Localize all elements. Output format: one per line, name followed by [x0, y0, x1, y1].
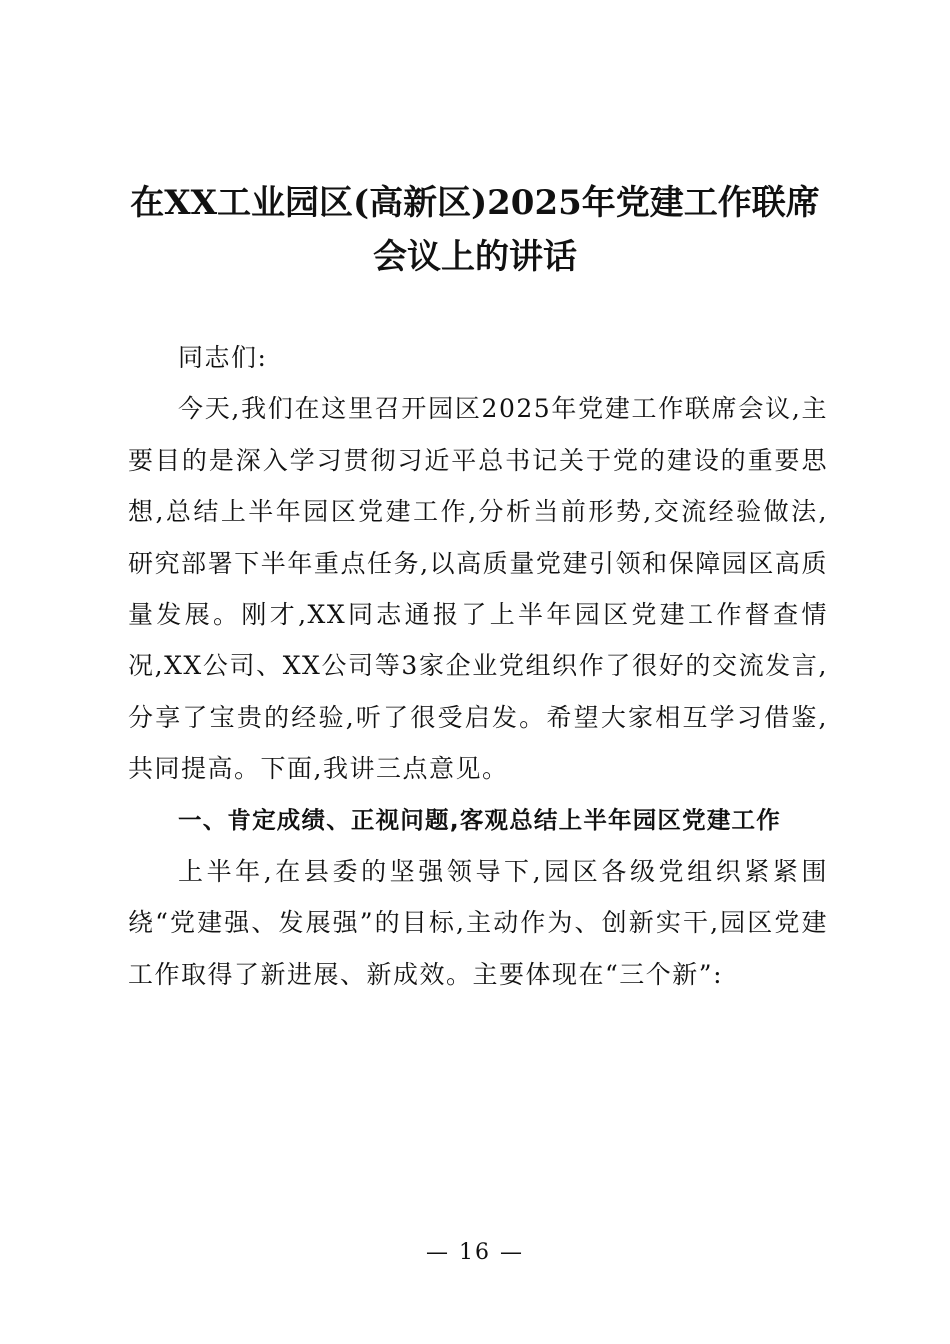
title-line-1: 在XX工业园区(高新区)2025年党建工作联席 — [130, 183, 820, 223]
document-title — [110, 176, 840, 284]
page-number: — 16 — — [426, 1240, 524, 1265]
section-paragraph: 上半年,在县委的坚强领导下,园区各级党组织紧紧围绕“党建强、发展强”的目标,主动作为、创新实干,园区党建工作取得了新进展、新成效。主要体现在“三个新”: — [128, 857, 828, 989]
salutation: 同志们: — [178, 343, 268, 372]
document-body — [128, 332, 828, 1000]
title-line-2: 会议上的讲话 — [373, 237, 577, 277]
section-heading: 一、肯定成绩、正视问题,客观总结上半年园区党建工作 — [178, 805, 781, 834]
body-paragraph: 今天,我们在这里召开园区2025年党建工作联席会议,主要目的是深入学习贯彻习近平总书记关于党的建设的重要思想,总结上半年园区党建工作,分析当前形势,交流经验做法,研究部署下半年重点任务,以高质量党建引领和保障园区高质量发展。刚才,XX同志通报了上半年园区党建工作督查情况,XX公司、XX公司等3家企业党组织作了很好的交流发言,分享了宝贵的经验,听了很受启发。希望大家相互学习借鉴,共同提高。下面,我讲三点意见。 — [128, 394, 828, 784]
